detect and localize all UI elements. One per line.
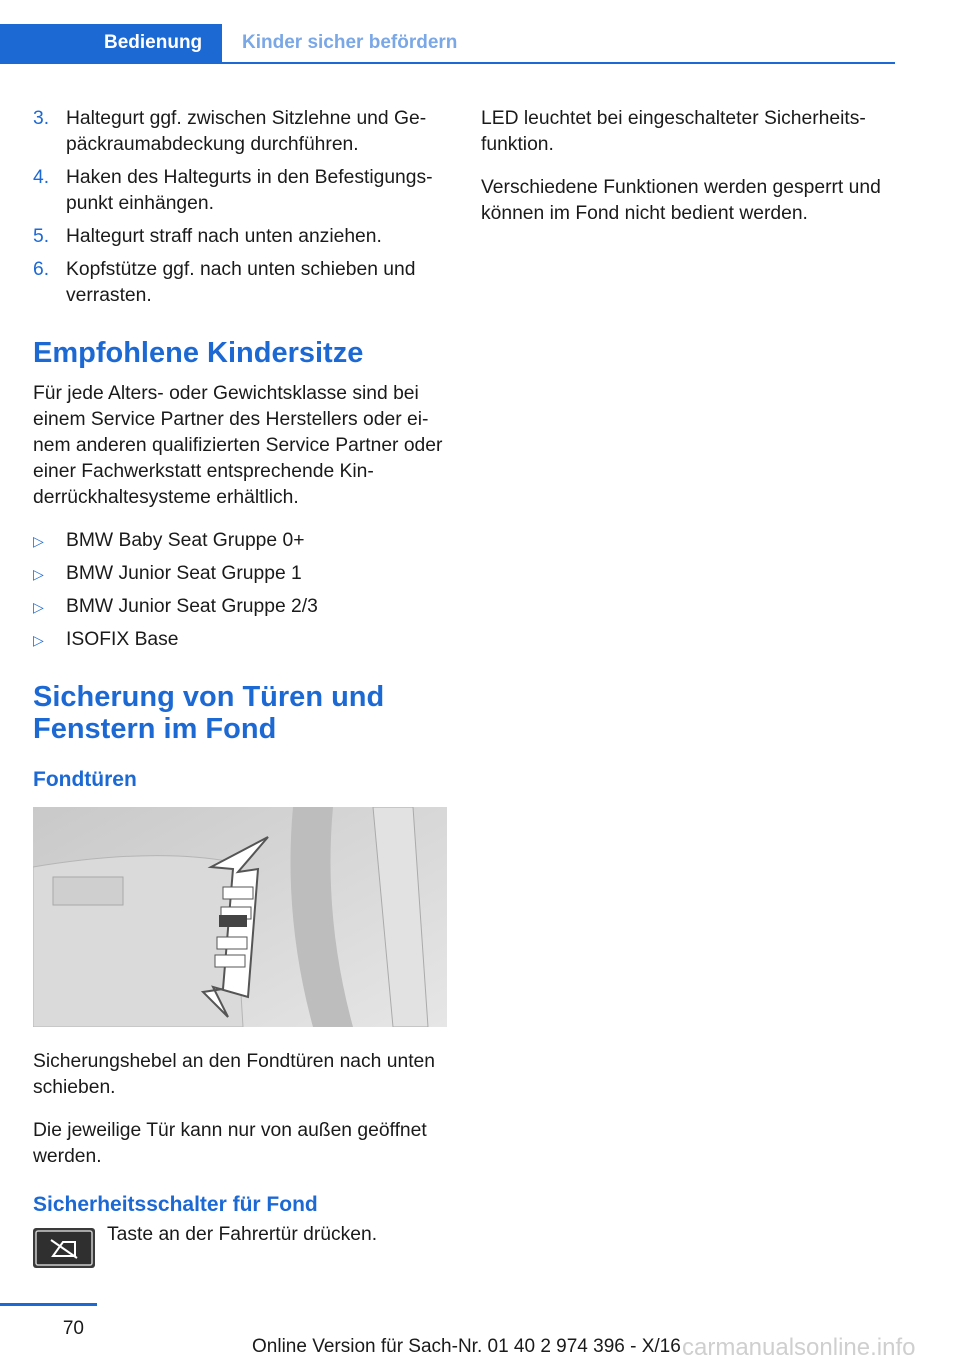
list-item <box>33 528 451 554</box>
section-heading-sicherung: Sicherung von Türen und Fenstern im Fond <box>33 681 385 745</box>
step-item <box>33 257 451 309</box>
section-heading-kindersitze: Empfohlene Kindersitze <box>33 337 364 369</box>
subheading-sicherheitsschalter: Sicherheitsschalter für Fond <box>33 1193 318 1216</box>
list-item-text: BMW Junior Seat Gruppe 1 <box>66 563 302 584</box>
step-text: Haken des Haltegurts in den Befestigungspunkt einhängen. <box>66 167 433 214</box>
kindersitze-paragraph: Für jede Alters- oder Gewichtsklasse sind bei einem Service Partner des Herstellers oder einem anderen qualifizierten Service Partner oder einer Fachwerkstatt entsprechende Kinderrückhaltesysteme erhältlich. <box>33 383 443 508</box>
step-text: Haltegurt straff nach unten anziehen. <box>66 226 382 247</box>
step-text: Haltegurt ggf. zwischen Sitzlehne und Gepäckraumabdeckung durchführen. <box>66 108 427 155</box>
safety-switch-text: Taste an der Fahrertür drücken. <box>107 1224 378 1245</box>
right-column <box>481 106 895 244</box>
list-item-text: ISOFIX Base <box>66 629 179 650</box>
triangle-bullet-icon: ▷ <box>33 533 44 549</box>
tab-bedienung[interactable]: Bedienung <box>0 24 222 62</box>
step-number: 4. <box>33 167 50 188</box>
door-lock-figure <box>33 807 447 1027</box>
step-item <box>33 224 451 250</box>
footer-rule <box>0 1303 97 1306</box>
fondtueren-paragraph-2: Die jeweilige Tür kann nur von außen geöffnet werden. <box>33 1120 427 1167</box>
left-column <box>33 106 451 1268</box>
kindersitze-list <box>33 528 451 653</box>
triangle-bullet-icon: ▷ <box>33 566 44 582</box>
door-lever-illustration <box>33 807 447 1027</box>
list-item <box>33 594 451 620</box>
step-number: 3. <box>33 108 50 129</box>
functions-paragraph: Verschiedene Funktionen werden gesperrt und können im Fond nicht bedient werden. <box>481 177 881 224</box>
watermark-text: carmanualsonline.info <box>682 1334 916 1361</box>
step-text: Kopfstütze ggf. nach unten schieben und verrasten. <box>66 259 416 306</box>
triangle-bullet-icon: ▷ <box>33 632 44 648</box>
online-version-text: Online Version für Sach-Nr. 01 40 2 974 396 - X/16 <box>252 1336 681 1357</box>
header-tabbar <box>0 24 895 64</box>
step-item <box>33 106 451 158</box>
triangle-bullet-icon: ▷ <box>33 599 44 615</box>
safety-switch-row <box>33 1222 451 1268</box>
step-number: 5. <box>33 226 50 247</box>
led-paragraph: LED leuchtet bei eingeschalteter Sicherheitsfunktion. <box>481 108 866 155</box>
fondtueren-paragraph-1: Sicherungshebel an den Fondtüren nach unten schieben. <box>33 1051 435 1098</box>
step-number: 6. <box>33 259 50 280</box>
list-item-text: BMW Junior Seat Gruppe 2/3 <box>66 596 318 617</box>
window-lock-button-icon <box>33 1228 95 1268</box>
list-item <box>33 627 451 653</box>
step-item <box>33 165 451 217</box>
tab-kinder-sicher-befoerdern[interactable]: Kinder sicher befördern <box>242 32 458 53</box>
page-number: 70 <box>62 1318 84 1339</box>
list-item <box>33 561 451 587</box>
steps-list <box>33 106 451 309</box>
list-item-text: BMW Baby Seat Gruppe 0+ <box>66 530 305 551</box>
subheading-fondtueren: Fondtüren <box>33 768 137 791</box>
